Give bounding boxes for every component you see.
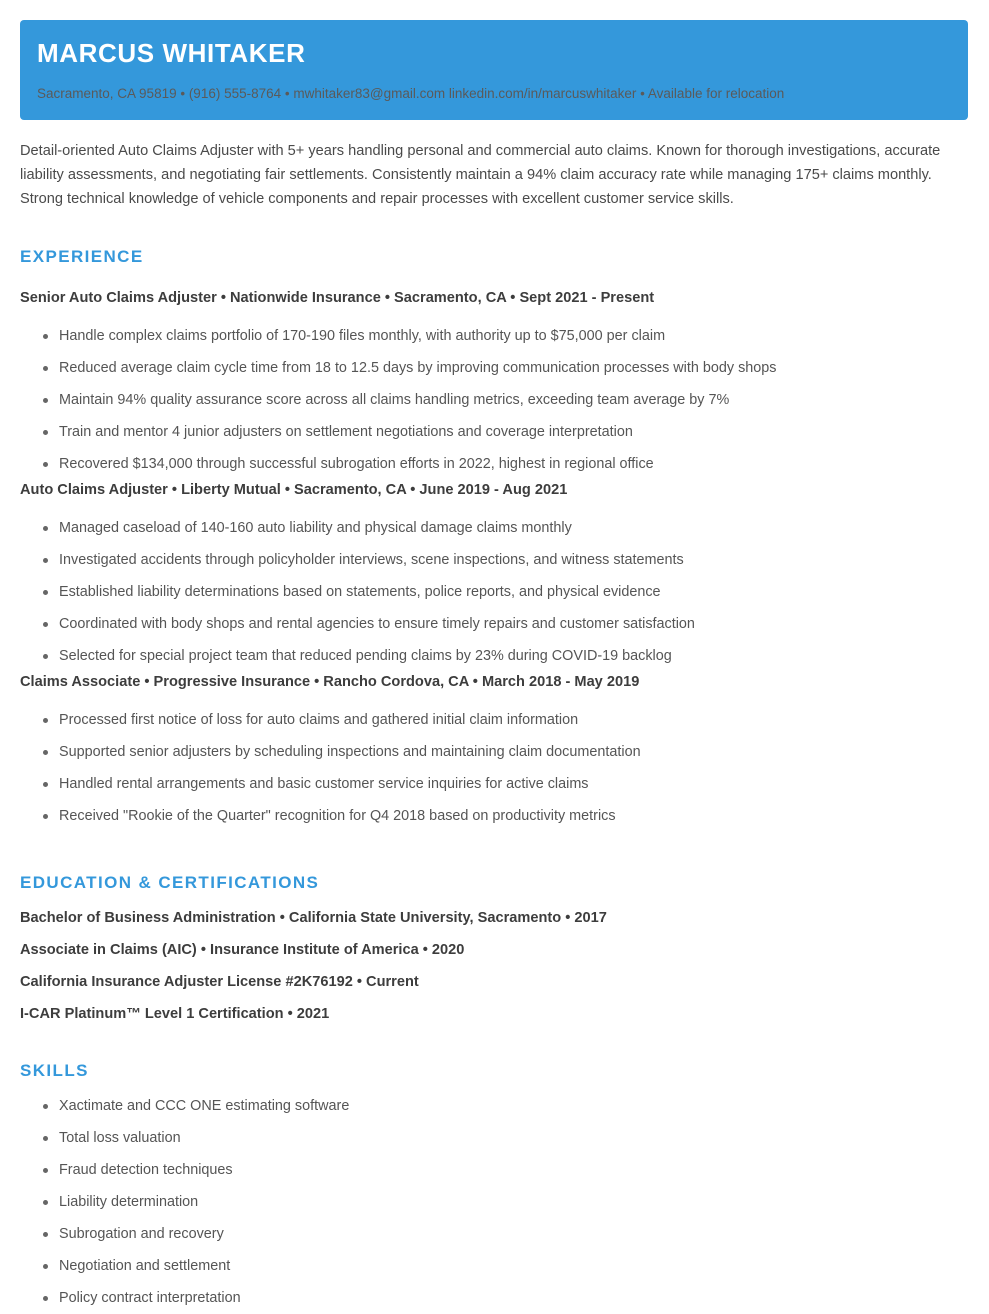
resume-content <box>20 140 969 1314</box>
list-item: Managed caseload of 140-160 auto liability and physical damage claims monthly <box>20 512 969 544</box>
skills-list <box>20 1090 969 1314</box>
job-bullet-list <box>20 704 969 832</box>
spacer <box>20 692 969 704</box>
list-item: Established liability determinations based on statements, police reports, and physical evidence <box>20 576 969 608</box>
list-item: Fraud detection techniques <box>20 1154 969 1186</box>
list-item: Handle complex claims portfolio of 170-190 files monthly, with authority up to $75,000 per claim <box>20 320 969 352</box>
education-entry: I-CAR Platinum™ Level 1 Certification • 2021 <box>20 1006 330 1023</box>
job-bullet-list <box>20 320 969 480</box>
list-item: Total loss valuation <box>20 1122 969 1154</box>
education-entry: California Insurance Adjuster License #2K76192 • Current <box>20 974 419 991</box>
list-item: Liability determination <box>20 1186 969 1218</box>
list-item: Policy contract interpretation <box>20 1282 969 1314</box>
candidate-contact-line: Sacramento, CA 95819 • (916) 555-8764 • mwhitaker83@gmail.com linkedin.com/in/marcuswhitaker • Available for relocation <box>37 86 785 101</box>
list-item: Handled rental arrangements and basic customer service inquiries for active claims <box>20 768 969 800</box>
spacer <box>20 308 969 320</box>
list-item: Maintain 94% quality assurance score across all claims handling metrics, exceeding team average by 7% <box>20 384 969 416</box>
list-item: Supported senior adjusters by scheduling inspections and maintaining claim documentation <box>20 736 969 768</box>
job-bullet-list <box>20 512 969 672</box>
education-entry: Associate in Claims (AIC) • Insurance Institute of America • 2020 <box>20 942 465 959</box>
candidate-name: MARCUS WHITAKER <box>37 38 306 68</box>
list-item: Reduced average claim cycle time from 18 to 12.5 days by improving communication processes with body shops <box>20 352 969 384</box>
list-item: Coordinated with body shops and rental agencies to ensure timely repairs and customer satisfaction <box>20 608 969 640</box>
education-entry: Bachelor of Business Administration • California State University, Sacramento • 2017 <box>20 910 607 927</box>
section-title-skills: SKILLS <box>20 1061 89 1081</box>
list-item: Train and mentor 4 junior adjusters on settlement negotiations and coverage interpretation <box>20 416 969 448</box>
education-section <box>20 873 969 1030</box>
experience-section <box>20 247 969 832</box>
spacer <box>20 832 969 873</box>
job-heading: Senior Auto Claims Adjuster • Nationwide Insurance • Sacramento, CA • Sept 2021 - Present <box>20 290 655 307</box>
spacer <box>20 211 969 247</box>
list-item: Negotiation and settlement <box>20 1250 969 1282</box>
spacer <box>20 1081 969 1090</box>
professional-summary: Detail-oriented Auto Claims Adjuster with 5+ years handling personal and commercial auto claims. Known for thorough investigations, accurate liability assessments, and negotiating fair settlements. Consistently maintain a 94% claim accuracy rate while managing 175+ claims monthly. Strong technical knowledge of vehicle components and repair processes with excellent customer service skills. <box>20 143 941 207</box>
list-item: Subrogation and recovery <box>20 1218 969 1250</box>
resume-header-band <box>20 20 968 120</box>
job-heading: Claims Associate • Progressive Insurance • Rancho Cordova, CA • March 2018 - May 2019 <box>20 674 640 691</box>
list-item: Recovered $134,000 through successful subrogation efforts in 2022, highest in regional office <box>20 448 969 480</box>
list-item: Processed first notice of loss for auto claims and gathered initial claim information <box>20 704 969 736</box>
spacer <box>20 1030 969 1061</box>
spacer <box>20 893 969 902</box>
list-item: Selected for special project team that reduced pending claims by 23% during COVID-19 backlog <box>20 640 969 672</box>
spacer <box>20 500 969 512</box>
list-item: Xactimate and CCC ONE estimating software <box>20 1090 969 1122</box>
list-item: Received "Rookie of the Quarter" recognition for Q4 2018 based on productivity metrics <box>20 800 969 832</box>
spacer <box>20 267 969 288</box>
list-item: Investigated accidents through policyholder interviews, scene inspections, and witness statements <box>20 544 969 576</box>
section-title-education: EDUCATION & CERTIFICATIONS <box>20 873 320 893</box>
section-title-experience: EXPERIENCE <box>20 247 144 267</box>
job-heading: Auto Claims Adjuster • Liberty Mutual • Sacramento, CA • June 2019 - Aug 2021 <box>20 482 568 499</box>
skills-section <box>20 1061 969 1314</box>
